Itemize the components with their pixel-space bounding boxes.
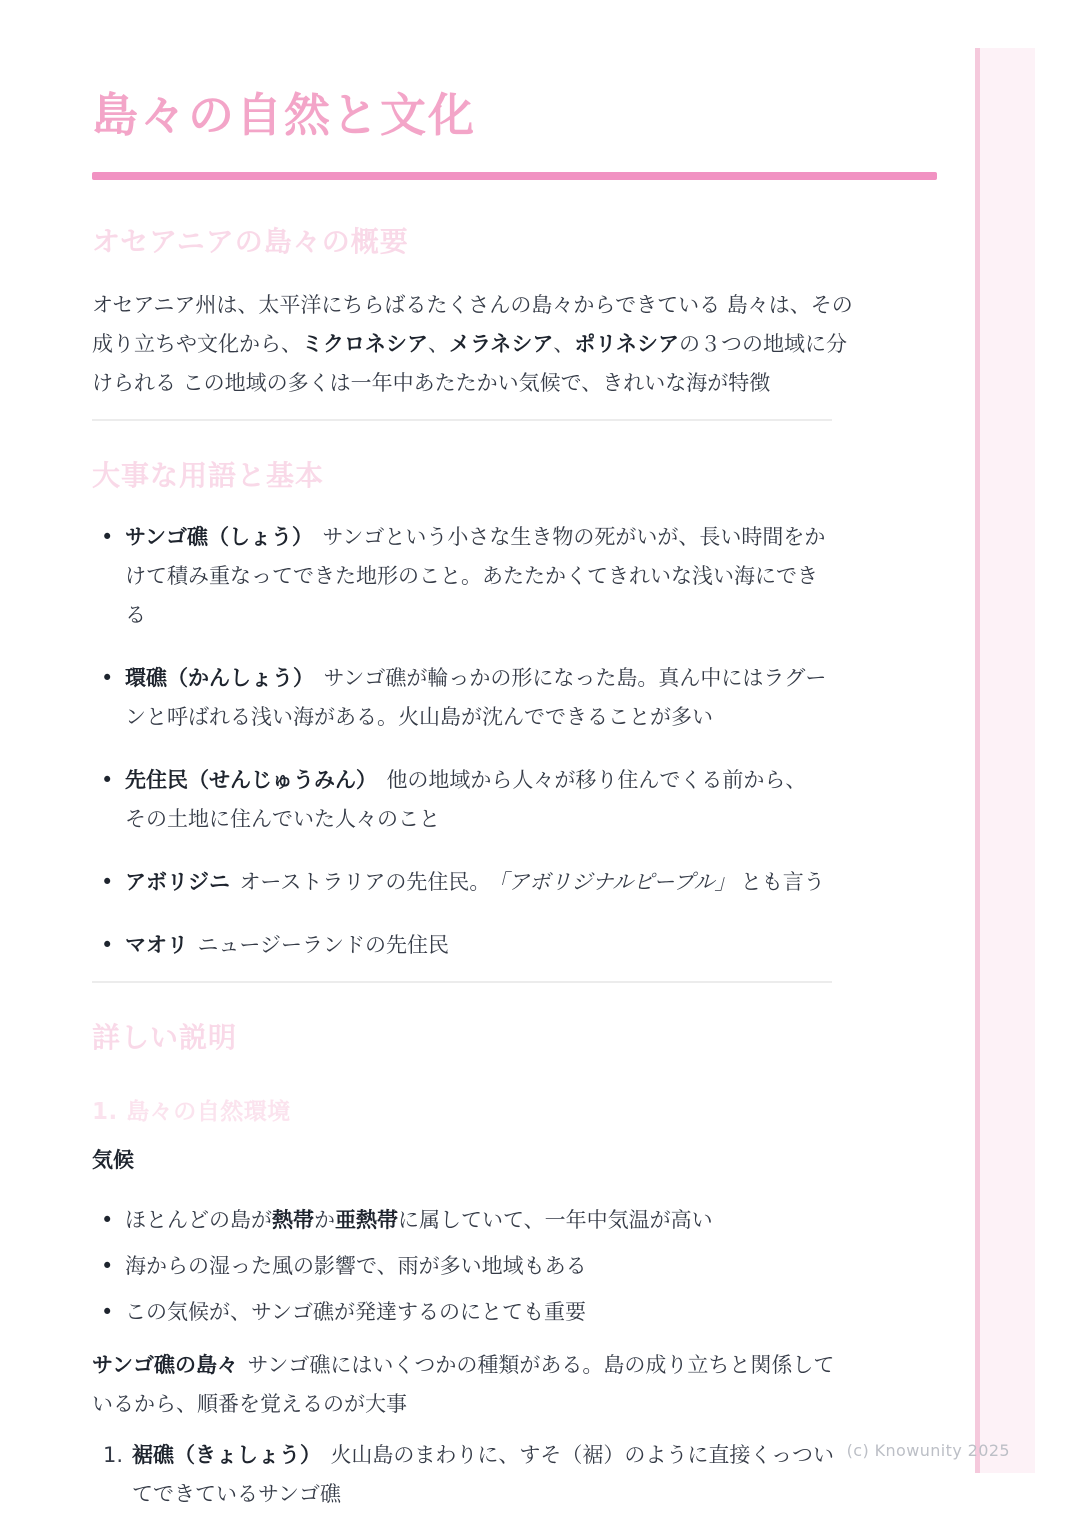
climate-item-rain <box>92 1247 827 1286</box>
coral-type-list <box>92 1436 840 1514</box>
section-divider <box>92 419 832 421</box>
climate-label: 気候 <box>92 1147 134 1172</box>
term-name: マオリ <box>125 932 188 957</box>
term-item-coral-reef <box>92 518 827 635</box>
section-overview <box>92 224 937 403</box>
overview-comma-2: 、 <box>553 331 575 356</box>
subsection-natural-environment-heading: 1. 島々の自然環境 <box>92 1098 291 1125</box>
climate-text: か <box>314 1207 335 1232</box>
region-name-micronesia: ミクロネシア <box>302 331 428 356</box>
coral-islands-paragraph <box>92 1346 854 1424</box>
term-name: 先住民（せんじゅうみん） <box>125 767 377 792</box>
overview-comma-1: 、 <box>428 331 449 356</box>
page-title: 島々の自然と文化 <box>92 88 476 142</box>
terms-heading: 大事な用語と基本 <box>92 458 325 492</box>
coral-islands-lead: サンゴ礁の島々 <box>92 1352 238 1377</box>
climate-text: この気候が、サンゴ礁が発達するのにとても重要 <box>125 1299 586 1324</box>
climate-item-importance <box>92 1293 827 1332</box>
climate-text: に属していて、一年中気温が高い <box>398 1207 713 1232</box>
document-content <box>92 0 937 1514</box>
details-heading: 詳しい説明 <box>92 1020 238 1054</box>
overview-text-2: の３つの地域に分けられる この地域の多くは一年中あたたかい気候で、きれいな海が特徴 <box>92 331 847 395</box>
term-item-aborigine <box>92 863 827 902</box>
climate-list <box>92 1201 827 1332</box>
section-divider <box>92 981 832 983</box>
climate-item-tropical <box>92 1201 827 1240</box>
term-item-indigenous <box>92 761 827 839</box>
term-item-atoll <box>92 659 827 737</box>
coral-islands-text: サンゴ礁にはいくつかの種類がある。島の成り立ちと関係しているから、順番を覚えるのが大事 <box>92 1352 835 1416</box>
term-item-maori <box>92 926 827 965</box>
term-desc: オーストラリアの先住民。 <box>239 869 491 894</box>
bold-term-subtropical: 亜熱帯 <box>335 1207 398 1232</box>
overview-paragraph <box>92 286 854 403</box>
overview-text-1: オセアニア州は、太平洋にちらばるたくさんの島々からできている 島々は、その成り立ちや文化から、 <box>92 292 853 356</box>
term-name: アボリジニ <box>125 869 230 894</box>
coral-type-item-fringing-reef <box>92 1436 840 1514</box>
term-name: 環礁（かんしょう） <box>125 665 314 690</box>
region-name-melanesia: メラネシア <box>449 331 554 356</box>
terms-list <box>92 518 827 965</box>
overview-heading: オセアニアの島々の概要 <box>92 224 409 258</box>
term-desc: ニュージーランドの先住民 <box>197 932 450 957</box>
term-desc: 他の地域から人々が移り住んでくる前から、その土地に住んでいた人々のこと <box>125 767 807 831</box>
section-key-terms <box>92 458 937 965</box>
term-desc: サンゴ礁が輪っかの形になった島。真ん中にはラグーンと呼ばれる浅い海がある。火山島が沈んでできることが多い <box>125 665 827 729</box>
climate-text: ほとんどの島が <box>125 1207 272 1232</box>
bold-term-tropical: 熱帯 <box>272 1207 314 1232</box>
term-alt-name: 「アボリジナルピープル」 <box>497 869 736 894</box>
region-name-polynesia: ポリネシア <box>574 331 679 356</box>
list-number: 1. <box>103 1442 124 1467</box>
term-name: サンゴ礁（しょう） <box>125 524 313 549</box>
coral-type-name: 裾礁（きょしょう） <box>132 1442 321 1467</box>
title-rule <box>92 172 937 180</box>
page-margin-band <box>975 48 1035 1473</box>
climate-text: 海からの湿った風の影響で、雨が多い地域もある <box>125 1253 587 1278</box>
section-details <box>92 1020 937 1514</box>
term-desc-2: とも言う <box>740 869 825 894</box>
coral-type-desc: 火山島のまわりに、すそ（裾）のように直接くっついてできているサンゴ礁 <box>132 1442 835 1506</box>
term-desc: サンゴという小さな生き物の死がいが、長い時間をかけて積み重なってできた地形のこと。あたたかくてきれいな浅い海にできる <box>125 524 826 627</box>
copyright-note: (c) Knowunity 2025 <box>846 1441 1010 1460</box>
